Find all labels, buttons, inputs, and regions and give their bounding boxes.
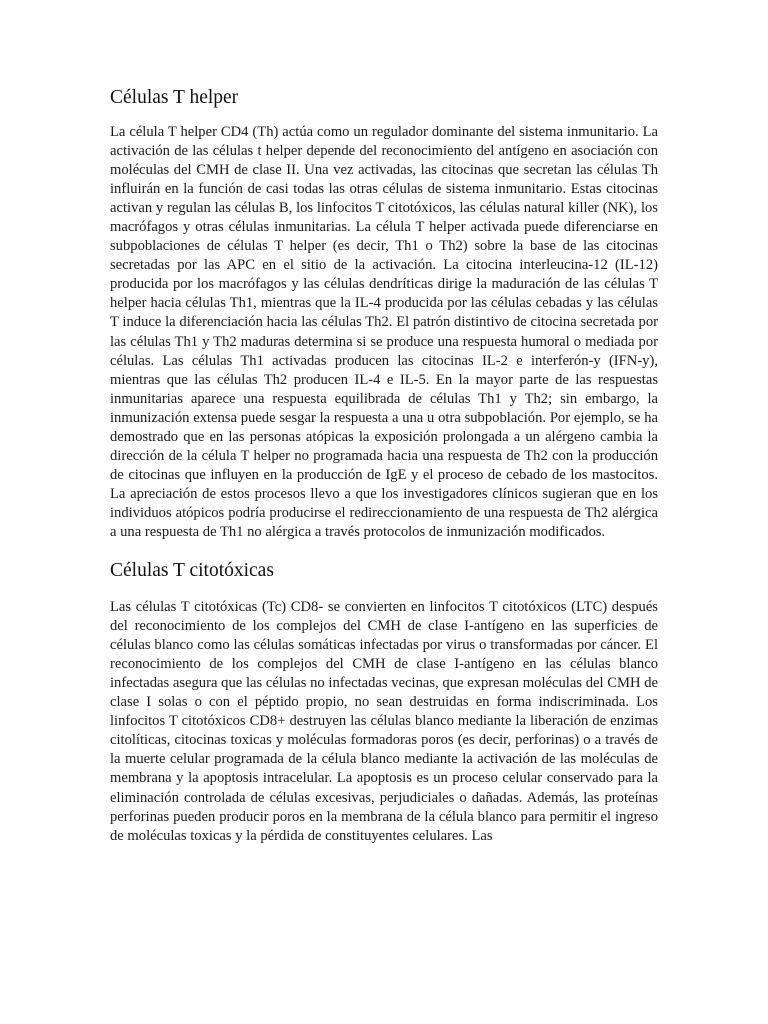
section-body-t-helper: La célula T helper CD4 (Th) actúa como un regulador dominante del sistema inmunitario. La activación de las células t helper depende del reconocimiento del antígeno en asociación con moléculas del CMH de clase II. Una vez activadas, las citocinas que secretan las células Th influirán en la función de casi todas las otras células de sistema inmunitario. Estas citocinas activan y regulan las células B, los linfocitos T citotóxicos, las células natural killer (NK), los macrófagos y otras células inmunitarias. La célula T helper activada puede diferenciarse en subpoblaciones de células T helper (es decir, Th1 o Th2) sobre la base de las citocinas secretadas por las APC en el sitio de la activación. La citocina interleucina-12 (IL-12) producida por los macrófagos y las células dendríticas dirige la maduración de las células T helper hacia células Th1, mientras que la IL-4 producida por las células cebadas y las células T induce la diferenciación hacia las células Th2. El patrón distintivo de citocina secretada por las células Th1 y Th2 maduras determina si se produce una respuesta humoral o mediada por células. Las células Th1 activadas producen las citocinas IL-2 e interferón-y (IFN-y), mientras que las células Th2 producen IL-4 e IL-5. En la mayor parte de las respuestas inmunitarias aparece una respuesta equilibrada de células Th1 y Th2; sin embargo, la inmunización extensa puede sesgar la respuesta a una u otra subpoblación. Por ejemplo, se ha demostrado que en las personas atópicas la exposición prolongada a un alérgeno cambia la dirección de la célula T helper no programada hacia una respuesta de Th2 con la producción de citocinas que influyen en la producción de IgE y el proceso de cebado de los mastocitos. La apreciación de estos procesos llevo a que los investigadores clínicos sugieran que en los individuos atópicos podría producirse el redireccionamiento de una respuesta de Th2 alérgica a una respuesta de Th1 no alérgica a través protocolos de inmunización modificados. — [110, 124, 658, 540]
document-page — [110, 0, 658, 846]
section-title-t-citotoxicas: Células T citotóxicas — [110, 560, 274, 582]
section-body-t-citotoxicas: Las células T citotóxicas (Tc) CD8- se convierten en linfocitos T citotóxicos (LTC) después del reconocimiento de los complejos del CMH de clase I-antígeno en las superficies de células blanco como las células somáticas infectadas por virus o transformadas por cáncer. El reconocimiento de los complejos del CMH de clase I-antígeno en las células blanco infectadas asegura que las células no infectadas vecinas, que expresan moléculas del CMH de clase I solas o con el péptido propio, no sean destruidas en forma indiscriminada. Los linfocitos T citotóxicos CD8+ destruyen las células blanco mediante la liberación de enzimas citolíticas, citocinas toxicas y moléculas formadoras poros (es decir, perforinas) o a través de la muerte celular programada de la célula blanco mediante la activación de las moléculas de membrana y la apoptosis intracelular. La apoptosis es un proceso celular conservado para la eliminación controlada de células excesivas, perjudiciales o dañadas. Además, las proteínas perforinas pueden producir poros en la membrana de la célula blanco para permitir el ingreso de moléculas toxicas y la pérdida de constituyentes celulares. Las — [110, 599, 658, 844]
section-title-t-helper: Células T helper — [110, 87, 239, 108]
